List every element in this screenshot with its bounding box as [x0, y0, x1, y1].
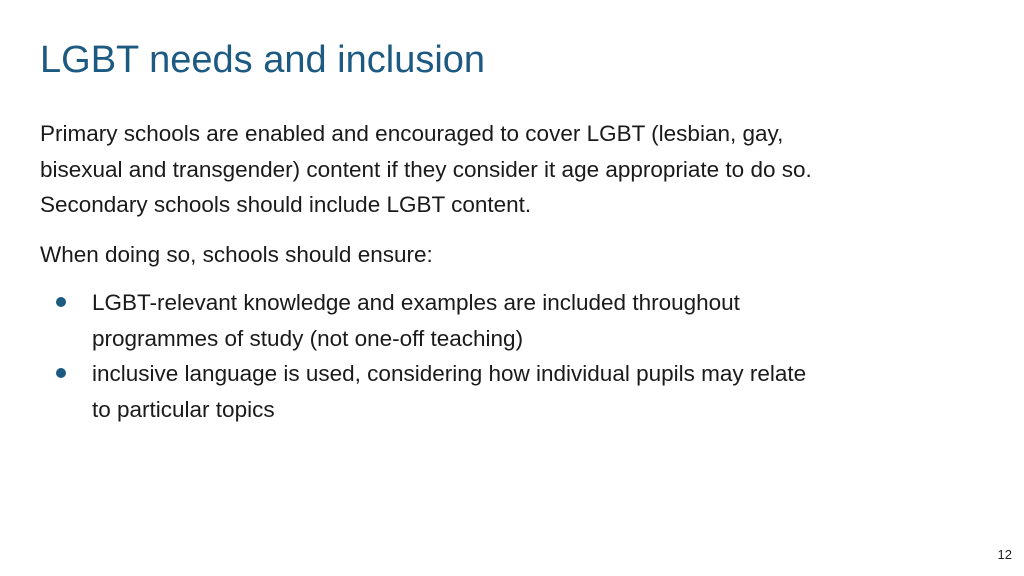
slide-title: LGBT needs and inclusion — [40, 39, 486, 81]
bullet-text: LGBT-relevant knowledge and examples are included throughout programmes of study (not one-off teaching) — [92, 290, 740, 351]
intro-paragraph: Primary schools are enabled and encouraged to cover LGBT (lesbian, gay, bisexual and transgender) content if they consider it age appropriate to do so. Secondary schools should include LGBT content. — [40, 121, 812, 217]
bullet-text: inclusive language is used, considering how individual pupils may relate to particular topics — [92, 361, 807, 422]
page-number: 12 — [997, 547, 1012, 562]
bullet-item — [40, 356, 820, 427]
bullet-dot-icon — [56, 297, 66, 307]
lead-paragraph: When doing so, schools should ensure: — [40, 241, 433, 267]
bullet-dot-icon — [56, 368, 66, 378]
bullet-list — [40, 285, 820, 427]
slide-body — [40, 116, 820, 427]
bullet-item — [40, 285, 820, 356]
